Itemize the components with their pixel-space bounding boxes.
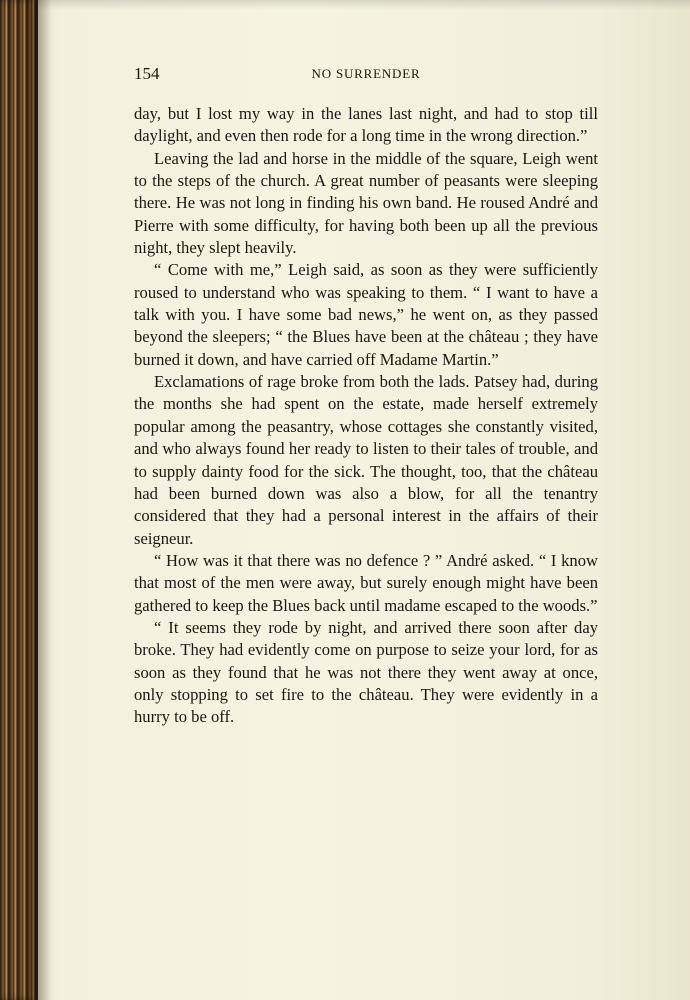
top-edge-shadow — [38, 0, 690, 10]
page-content — [134, 64, 598, 729]
paragraph-5: “ How was it that there was no defence ? ” André asked. “ I know that most of the men were away, but surely enough might have been gathered to keep the Blues back until madame escaped to the woods.” — [134, 550, 598, 615]
paragraph-2: Leaving the lad and horse in the middle of the square, Leigh went to the steps of the church. A great number of peasants were sleeping there. He was not long in finding his own band. He roused André and Pierre with some difficulty, for having both been up all the previous night, they slept heavily. — [134, 148, 598, 258]
paragraph-4: Exclamations of rage broke from both the lads. Patsey had, during the months she had spent on the estate, made herself extremely popular among the peasantry, whose cottages she constantly visited, and who always found her ready to listen to their tales of trouble, and to supply dainty food for the sick. The thought, too, that the château had been burned down was also a blow, for all the tenantry considered that they had a personal interest in the affairs of their seigneur. — [134, 372, 598, 548]
binding-shadow — [38, 0, 52, 1000]
paragraph-1: day, but I lost my way in the lanes last night, and had to stop till daylight, and even then rode for a long time in the wrong direction.” — [134, 104, 598, 146]
paragraph-6: “ It seems they rode by night, and arrived there soon after day broke. They had evidently come on purpose to seize your lord, for as soon as they found that he was not there they went away at once, only stopping to set fire to the château. They were evidently in a hurry to be off. — [134, 617, 598, 727]
body-text — [134, 103, 598, 729]
paragraph-3: “ Come with me,” Leigh said, as soon as they were sufficiently roused to understand who was speaking to them. “ I want to have a talk with you. I have some bad news,” he went on, as they passed beyond the sleepers; “ the Blues have been at the château ; they have burned it down, and have carried off Madame Martin.” — [134, 260, 598, 369]
book-binding — [0, 0, 38, 1000]
running-head — [134, 64, 598, 86]
running-title: NO SURRENDER — [311, 66, 421, 81]
page-number: 154 — [134, 64, 160, 83]
